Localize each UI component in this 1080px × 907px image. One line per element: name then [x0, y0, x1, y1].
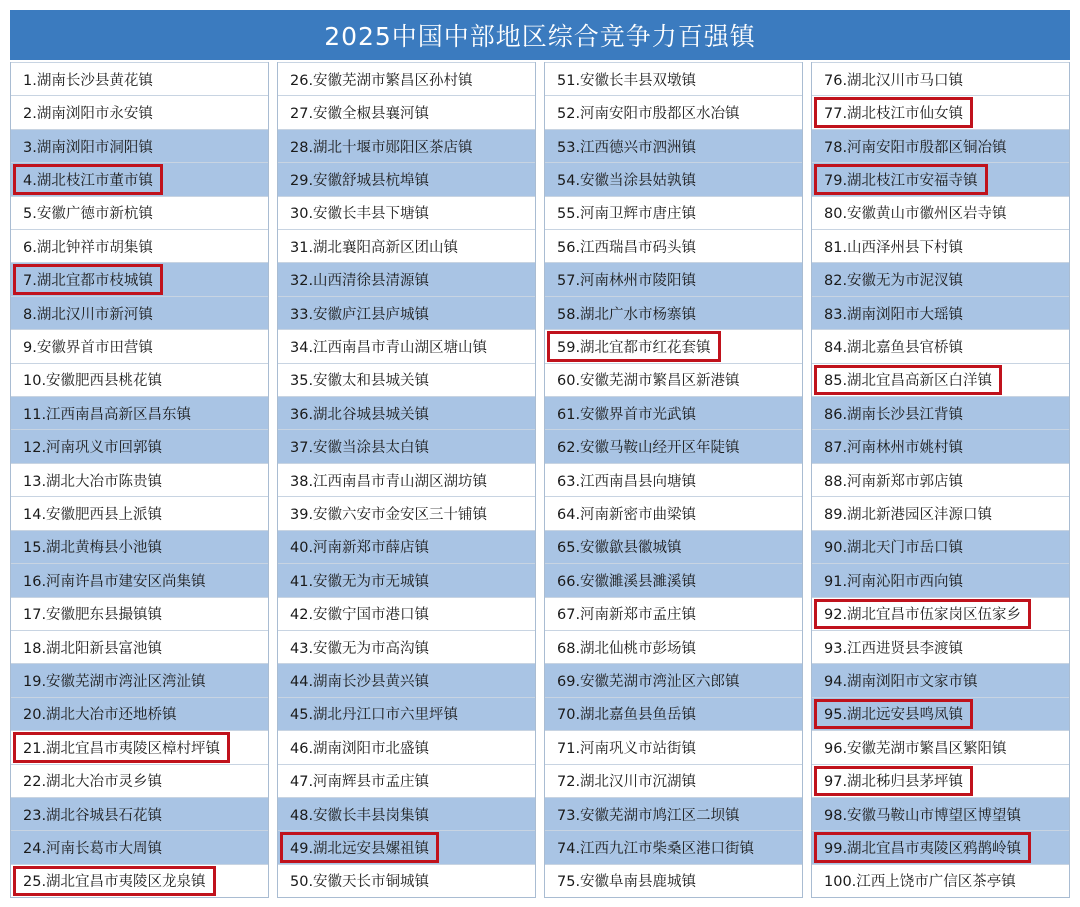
town-entry: 75.安徽阜南县鹿城镇 [557, 874, 697, 891]
ranking-row [278, 830, 535, 863]
ranking-row [545, 95, 802, 128]
town-entry: 96.安徽芜湖市繁昌区繁阳镇 [824, 740, 1007, 757]
town-entry: 56.江西瑞昌市码头镇 [557, 239, 697, 256]
ranking-row [545, 730, 802, 763]
town-entry: 20.湖北大冶市还地桥镇 [23, 707, 177, 724]
town-entry: 33.安徽庐江县庐城镇 [290, 306, 430, 323]
page-title: 2025中国中部地区综合竞争力百强镇 [324, 22, 756, 51]
town-entry: 80.安徽黄山市徽州区岩寺镇 [824, 206, 1007, 223]
town-entry: 7.湖北宜都市枝城镇 [23, 273, 153, 290]
town-entry: 44.湖南长沙县黄兴镇 [290, 674, 430, 691]
town-entry: 8.湖北汉川市新河镇 [23, 306, 153, 323]
ranking-row [278, 396, 535, 429]
town-entry: 100.江西上饶市广信区茶亭镇 [824, 874, 1016, 891]
town-entry: 77.湖北枝江市仙女镇 [824, 106, 964, 123]
ranking-row [11, 830, 268, 863]
town-entry: 12.河南巩义市回郭镇 [23, 440, 163, 457]
ranking-row [278, 262, 535, 295]
town-entry: 10.安徽肥西县桃花镇 [23, 373, 163, 390]
ranking-row [545, 530, 802, 563]
ranking-row [545, 429, 802, 462]
ranking-row [11, 95, 268, 128]
town-entry: 70.湖北嘉鱼县鱼岳镇 [557, 707, 697, 724]
town-entry: 92.湖北宜昌市伍家岗区伍家乡 [824, 607, 1022, 624]
town-entry: 68.湖北仙桃市彭场镇 [557, 640, 697, 657]
ranking-row [545, 196, 802, 229]
ranking-column [10, 62, 269, 898]
town-entry: 72.湖北汉川市沉湖镇 [557, 774, 697, 791]
ranking-row [812, 830, 1069, 863]
ranking-row [812, 429, 1069, 462]
highlight-box [814, 365, 1002, 395]
ranking-row [545, 697, 802, 730]
town-entry: 82.安徽无为市泥汊镇 [824, 273, 964, 290]
town-entry: 54.安徽当涂县姑孰镇 [557, 172, 697, 189]
town-entry: 46.湖南浏阳市北盛镇 [290, 740, 430, 757]
town-entry: 48.安徽长丰县岗集镇 [290, 807, 430, 824]
town-entry: 11.江西南昌高新区昌东镇 [23, 406, 192, 423]
ranking-row [812, 363, 1069, 396]
ranking-row [278, 162, 535, 195]
ranking-row [278, 630, 535, 663]
town-entry: 61.安徽界首市光武镇 [557, 406, 697, 423]
town-entry: 97.湖北秭归县茅坪镇 [824, 774, 964, 791]
town-entry: 9.安徽界首市田营镇 [23, 339, 153, 356]
ranking-row [812, 129, 1069, 162]
ranking-row [545, 830, 802, 863]
town-entry: 63.江西南昌县向塘镇 [557, 473, 697, 490]
town-entry: 5.安徽广德市新杭镇 [23, 206, 153, 223]
ranking-row [11, 463, 268, 496]
town-entry: 49.湖北远安县嫘祖镇 [290, 841, 430, 858]
town-entry: 62.安徽马鞍山经开区年陡镇 [557, 440, 740, 457]
town-entry: 30.安徽长丰县下塘镇 [290, 206, 430, 223]
town-entry: 99.湖北宜昌市夷陵区鸦鹊岭镇 [824, 841, 1022, 858]
town-entry: 27.安徽全椒县襄河镇 [290, 106, 430, 123]
ranking-row [278, 797, 535, 830]
town-entry: 88.河南新郑市郭店镇 [824, 473, 964, 490]
town-entry: 79.湖北枝江市安福寺镇 [824, 172, 978, 189]
highlight-box [547, 331, 721, 361]
ranking-row [11, 697, 268, 730]
highlight-box [814, 832, 1031, 862]
ranking-row [278, 196, 535, 229]
highlight-box [814, 599, 1031, 629]
title-banner [10, 10, 1070, 60]
town-entry: 86.湖南长沙县江背镇 [824, 406, 964, 423]
highlight-box [13, 264, 163, 294]
town-entry: 65.安徽歙县徽城镇 [557, 540, 682, 557]
highlight-box [280, 832, 439, 862]
town-entry: 73.安徽芜湖市鸠江区二坝镇 [557, 807, 740, 824]
ranking-row [812, 663, 1069, 696]
town-entry: 13.湖北大冶市陈贵镇 [23, 473, 163, 490]
town-entry: 69.安徽芜湖市湾沚区六郎镇 [557, 674, 740, 691]
town-entry: 98.安徽马鞍山市博望区博望镇 [824, 807, 1022, 824]
town-entry: 2.湖南浏阳市永安镇 [23, 106, 153, 123]
ranking-row [545, 496, 802, 529]
ranking-row [545, 797, 802, 830]
ranking-row [812, 496, 1069, 529]
town-entry: 36.湖北谷城县城关镇 [290, 406, 430, 423]
ranking-row [278, 296, 535, 329]
ranking-row [11, 797, 268, 830]
town-entry: 29.安徽舒城县杭埠镇 [290, 172, 430, 189]
town-entry: 67.河南新郑市孟庄镇 [557, 607, 697, 624]
ranking-row [278, 697, 535, 730]
town-entry: 47.河南辉县市孟庄镇 [290, 774, 430, 791]
ranking-row [812, 329, 1069, 362]
town-entry: 40.河南新郑市薛店镇 [290, 540, 430, 557]
town-entry: 1.湖南长沙县黄花镇 [23, 72, 153, 89]
town-entry: 32.山西清徐县清源镇 [290, 273, 430, 290]
ranking-row [812, 296, 1069, 329]
town-entry: 34.江西南昌市青山湖区塘山镇 [290, 339, 488, 356]
town-entry: 43.安徽无为市高沟镇 [290, 640, 430, 657]
town-entry: 94.湖南浏阳市文家市镇 [824, 674, 978, 691]
ranking-row [812, 463, 1069, 496]
town-entry: 26.安徽芜湖市繁昌区孙村镇 [290, 72, 473, 89]
ranking-row [11, 864, 268, 897]
town-entry: 21.湖北宜昌市夷陵区樟村坪镇 [23, 740, 221, 757]
town-entry: 66.安徽濉溪县濉溪镇 [557, 573, 697, 590]
town-entry: 22.湖北大冶市灵乡镇 [23, 774, 163, 791]
town-entry: 84.湖北嘉鱼县官桥镇 [824, 339, 964, 356]
town-entry: 38.江西南昌市青山湖区湖坊镇 [290, 473, 488, 490]
ranking-row [545, 663, 802, 696]
ranking-row [278, 229, 535, 262]
ranking-row [545, 162, 802, 195]
ranking-row [278, 463, 535, 496]
town-entry: 28.湖北十堰市郧阳区茶店镇 [290, 139, 473, 156]
ranking-row [278, 530, 535, 563]
town-entry: 76.湖北汉川市马口镇 [824, 72, 964, 89]
town-entry: 58.湖北广水市杨寨镇 [557, 306, 697, 323]
ranking-row [11, 663, 268, 696]
town-entry: 93.江西进贤县李渡镇 [824, 640, 964, 657]
ranking-row [11, 630, 268, 663]
ranking-row [11, 162, 268, 195]
ranking-row [812, 730, 1069, 763]
town-entry: 52.河南安阳市殷都区水冶镇 [557, 106, 740, 123]
ranking-row [278, 864, 535, 897]
ranking-row [278, 429, 535, 462]
ranking-column [277, 62, 536, 898]
ranking-row [545, 129, 802, 162]
ranking-row [11, 363, 268, 396]
town-entry: 83.湖南浏阳市大瑶镇 [824, 306, 964, 323]
ranking-table [10, 62, 1070, 898]
ranking-row [545, 764, 802, 797]
town-entry: 45.湖北丹江口市六里坪镇 [290, 707, 459, 724]
town-entry: 18.湖北阳新县富池镇 [23, 640, 163, 657]
town-entry: 6.湖北钟祥市胡集镇 [23, 239, 153, 256]
town-entry: 14.安徽肥西县上派镇 [23, 506, 163, 523]
ranking-row [278, 764, 535, 797]
town-entry: 19.安徽芜湖市湾沚区湾沚镇 [23, 674, 206, 691]
town-entry: 39.安徽六安市金安区三十铺镇 [290, 506, 488, 523]
town-entry: 55.河南卫辉市唐庄镇 [557, 206, 697, 223]
highlight-box [814, 699, 973, 729]
ranking-row [545, 630, 802, 663]
highlight-box [814, 164, 988, 194]
town-entry: 17.安徽肥东县撮镇镇 [23, 607, 163, 624]
ranking-row [278, 329, 535, 362]
ranking-row [545, 597, 802, 630]
ranking-row [278, 597, 535, 630]
town-entry: 53.江西德兴市泗洲镇 [557, 139, 697, 156]
ranking-row [11, 563, 268, 596]
ranking-row [278, 62, 535, 95]
ranking-row [545, 563, 802, 596]
town-entry: 42.安徽宁国市港口镇 [290, 607, 430, 624]
town-entry: 87.河南林州市姚村镇 [824, 440, 964, 457]
town-entry: 95.湖北远安县鸣凤镇 [824, 707, 964, 724]
town-entry: 90.湖北天门市岳口镇 [824, 540, 964, 557]
ranking-row [812, 764, 1069, 797]
town-entry: 60.安徽芜湖市繁昌区新港镇 [557, 373, 740, 390]
ranking-row [11, 730, 268, 763]
ranking-row [11, 262, 268, 295]
ranking-row [278, 95, 535, 128]
town-entry: 15.湖北黄梅县小池镇 [23, 540, 163, 557]
ranking-row [545, 62, 802, 95]
ranking-row [812, 262, 1069, 295]
ranking-row [11, 129, 268, 162]
ranking-row [278, 663, 535, 696]
town-entry: 35.安徽太和县城关镇 [290, 373, 430, 390]
ranking-row [812, 597, 1069, 630]
ranking-row [278, 496, 535, 529]
town-entry: 4.湖北枝江市董市镇 [23, 172, 153, 189]
ranking-column [811, 62, 1070, 898]
ranking-row [11, 496, 268, 529]
town-entry: 37.安徽当涂县太白镇 [290, 440, 430, 457]
ranking-row [812, 396, 1069, 429]
ranking-row [278, 363, 535, 396]
ranking-row [545, 396, 802, 429]
ranking-row [11, 296, 268, 329]
town-entry: 91.河南沁阳市西向镇 [824, 573, 964, 590]
highlight-box [13, 732, 230, 762]
town-entry: 89.湖北新港园区沣源口镇 [824, 506, 993, 523]
ranking-row [278, 563, 535, 596]
ranking-row [278, 730, 535, 763]
town-entry: 51.安徽长丰县双墩镇 [557, 72, 697, 89]
town-entry: 81.山西泽州县下村镇 [824, 239, 964, 256]
ranking-row [812, 530, 1069, 563]
highlight-box [13, 164, 163, 194]
ranking-row [11, 530, 268, 563]
ranking-row [11, 429, 268, 462]
ranking-row [11, 196, 268, 229]
ranking-row [545, 329, 802, 362]
town-entry: 41.安徽无为市无城镇 [290, 573, 430, 590]
ranking-row [812, 62, 1069, 95]
ranking-row [545, 229, 802, 262]
ranking-row [812, 697, 1069, 730]
ranking-row [11, 597, 268, 630]
highlight-box [814, 97, 973, 127]
ranking-row [545, 463, 802, 496]
ranking-row [812, 563, 1069, 596]
town-entry: 24.河南长葛市大周镇 [23, 841, 163, 858]
ranking-row [11, 62, 268, 95]
town-entry: 64.河南新密市曲梁镇 [557, 506, 697, 523]
ranking-row [812, 864, 1069, 897]
ranking-row [278, 129, 535, 162]
highlight-box [13, 866, 216, 896]
town-entry: 57.河南林州市陵阳镇 [557, 273, 697, 290]
ranking-row [545, 363, 802, 396]
town-entry: 23.湖北谷城县石花镇 [23, 807, 163, 824]
ranking-row [545, 262, 802, 295]
ranking-row [545, 296, 802, 329]
ranking-column [544, 62, 803, 898]
ranking-row [11, 764, 268, 797]
ranking-row [812, 630, 1069, 663]
ranking-row [812, 162, 1069, 195]
highlight-box [814, 766, 973, 796]
ranking-row [812, 797, 1069, 830]
town-entry: 59.湖北宜都市红花套镇 [557, 339, 711, 356]
town-entry: 16.河南许昌市建安区尚集镇 [23, 573, 206, 590]
town-entry: 74.江西九江市柴桑区港口街镇 [557, 841, 755, 858]
ranking-row [812, 196, 1069, 229]
ranking-row [11, 329, 268, 362]
town-entry: 25.湖北宜昌市夷陵区龙泉镇 [23, 874, 206, 891]
ranking-row [545, 864, 802, 897]
ranking-row [11, 396, 268, 429]
ranking-row [812, 229, 1069, 262]
town-entry: 3.湖南浏阳市洞阳镇 [23, 139, 153, 156]
ranking-row [812, 95, 1069, 128]
ranking-row [11, 229, 268, 262]
town-entry: 31.湖北襄阳高新区团山镇 [290, 239, 459, 256]
town-entry: 85.湖北宜昌高新区白洋镇 [824, 373, 993, 390]
town-entry: 71.河南巩义市站街镇 [557, 740, 697, 757]
town-entry: 50.安徽天长市铜城镇 [290, 874, 430, 891]
town-entry: 78.河南安阳市殷都区铜冶镇 [824, 139, 1007, 156]
